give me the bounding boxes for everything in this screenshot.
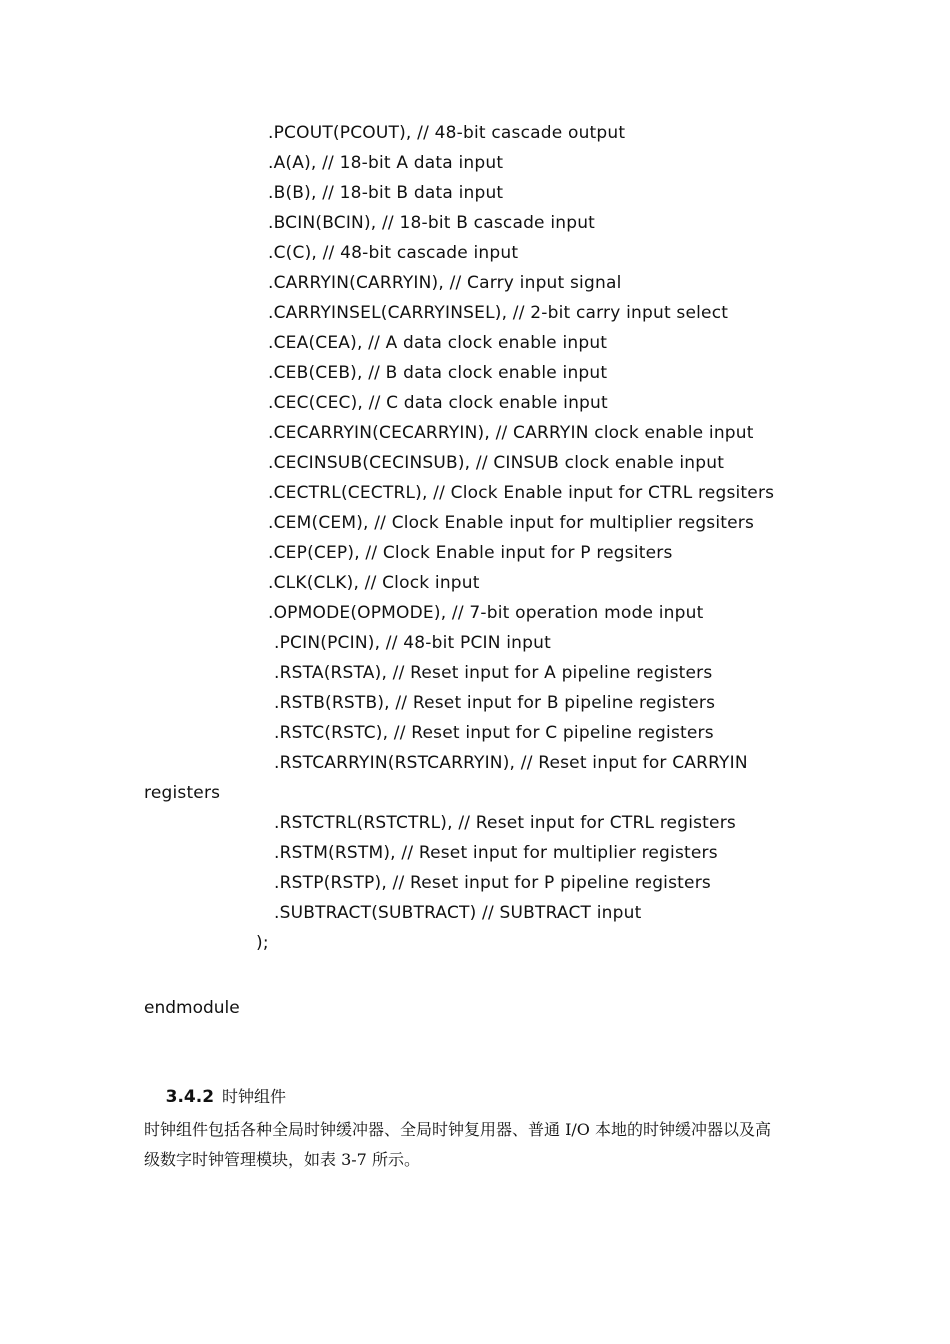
paragraph-line: 时钟组件包括各种全局时钟缓冲器、全局时钟复用器、普通 I/O 本地的时钟缓冲器以及高 [144, 1120, 772, 1139]
code-line: .PCIN(PCIN), // 48-bit PCIN input [274, 633, 551, 653]
code-line: .RSTA(RSTA), // Reset input for A pipeline registers [274, 663, 713, 683]
code-line: .CARRYINSEL(CARRYINSEL), // 2-bit carry input select [268, 303, 729, 323]
code-line: .RSTC(RSTC), // Reset input for C pipeline registers [274, 723, 714, 743]
code-line: .CEA(CEA), // A data clock enable input [268, 333, 608, 353]
code-line: .BCIN(BCIN), // 18-bit B cascade input [268, 213, 596, 233]
code-line: .RSTCTRL(RSTCTRL), // Reset input for CTRL registers [274, 813, 736, 833]
code-line: .CECARRYIN(CECARRYIN), // CARRYIN clock enable input [268, 423, 754, 443]
code-line: .RSTCARRYIN(RSTCARRYIN), // Reset input for CARRYIN [274, 753, 748, 773]
code-line: .C(C), // 48-bit cascade input [268, 243, 519, 263]
code-line: .CEC(CEC), // C data clock enable input [268, 393, 608, 413]
code-line: .CECINSUB(CECINSUB), // CINSUB clock enable input [268, 453, 725, 473]
paragraph-line: 级数字时钟管理模块，如表 3-7 所示。 [144, 1150, 420, 1169]
code-line: .RSTP(RSTP), // Reset input for P pipeline registers [274, 873, 711, 893]
code-line: .CEP(CEP), // Clock Enable input for P regsiters [268, 543, 673, 563]
code-line: .RSTB(RSTB), // Reset input for B pipeline registers [274, 693, 716, 713]
section-number: 3.4.2 [165, 1087, 215, 1107]
endmodule-keyword: endmodule [144, 998, 240, 1018]
code-line: .RSTM(RSTM), // Reset input for multiplier registers [274, 843, 718, 863]
code-line: .B(B), // 18-bit B data input [268, 183, 504, 203]
code-line: .CARRYIN(CARRYIN), // Carry input signal [268, 273, 622, 293]
code-line-wrap: registers [144, 783, 221, 803]
code-line: .CECTRL(CECTRL), // Clock Enable input for CTRL regsiters [268, 483, 775, 503]
code-line: .CLK(CLK), // Clock input [268, 573, 480, 593]
code-line-close: ); [256, 933, 269, 953]
code-line: .A(A), // 18-bit A data input [268, 153, 504, 173]
code-line: .CEM(CEM), // Clock Enable input for multiplier regsiters [268, 513, 755, 533]
code-line: .CEB(CEB), // B data clock enable input [268, 363, 608, 383]
code-line: .PCOUT(PCOUT), // 48-bit cascade output [268, 123, 626, 143]
code-line: .OPMODE(OPMODE), // 7-bit operation mode input [268, 603, 704, 623]
code-line: .SUBTRACT(SUBTRACT) // SUBTRACT input [274, 903, 642, 923]
section-title: 时钟组件 [222, 1087, 287, 1106]
